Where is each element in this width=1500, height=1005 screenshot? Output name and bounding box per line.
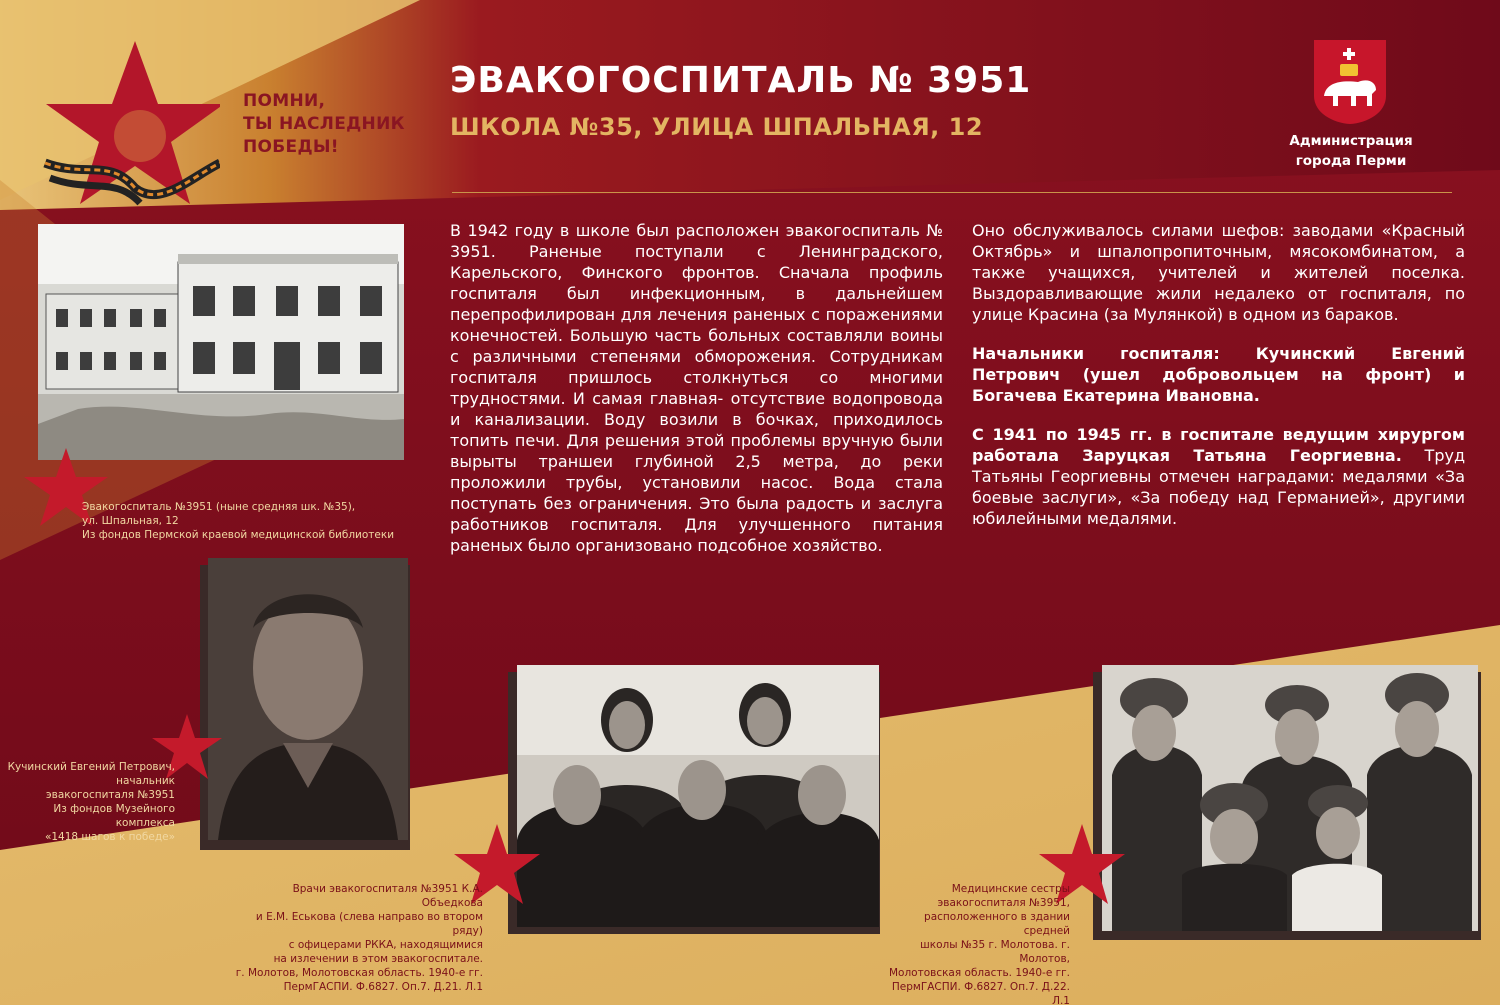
history-paragraph: В 1942 году в школе был расположен эвакогоспиталь № 3951. Раненые поступали с Ленинградского, Карельского, Финского фронтов. Сначала профиль госпиталя был инфекционным, в дальнейшем перепрофилирован для лечения раненых с поражениями конечностей. Большую часть больных составляли воины с различными степенями обморожения. Сотрудникам госпиталя пришлось столкнуться со многими трудностями. И самая главная- отсутствие водопровода и канализации. Воду возили в бочках, приходилось топить печи. Для решения этой проблемы вручную были вырыты траншеи глубиной 2,5 метра, до реки проложили трубы, установили насос. Вода стала поступать без ограничения. Это была радость и заслуга работников госпиталя. Для улучшенного питания раненых было организовано подсобное хозяйство. (450, 221, 943, 555)
caption-line: эвакогоспиталя №3951, (937, 897, 1070, 909)
soldier-profile-icon (114, 110, 166, 162)
chiefs-paragraph: Начальники госпиталя: Кучинский Евгений Петрович (ушел добровольцем на фронт) и Богачева Екатерина Ивановна. (972, 344, 1465, 405)
history-text-left (450, 220, 943, 556)
caption-line: начальник (116, 775, 175, 787)
page-subtitle: ШКОЛА №35, УЛИЦА ШПАЛЬНАЯ, 12 (450, 113, 984, 141)
caption-line: «1418 шагов к победе» (44, 831, 175, 843)
caption-line: ул. Шпальная, 12 (82, 515, 179, 527)
surgeon-awards: Труд Татьяны Георгиевны отмечен наградами: медалями «За боевые заслуги», «За победу над Германией», другими юбилейными медалями. (972, 446, 1466, 528)
caption-line: на излечении в этом эвакогоспитале. (273, 953, 483, 965)
nurses-photo-caption (880, 882, 1070, 1005)
portrait-photo (208, 558, 408, 840)
surgeon-intro: С 1941 по 1945 гг. в госпитале ведущим хирургом работала Заруцкая Татьяна Георгиевна. (972, 425, 1465, 465)
patrons-paragraph: Оно обслуживалось силами шефов: заводами «Красный Октябрь» и шпалопропиточным, мясокомбинатом, а также учащихся, учителей и жителей поселка. Выздоравливающие жили недалеко от госпиталя, по улице Красина (за Мулянкой) в одном из бараков. (972, 221, 1465, 324)
caption-line: Из фондов Музейного комплекса (53, 803, 175, 829)
building-photo-caption (82, 500, 402, 542)
doctors-group-photo (517, 665, 879, 927)
motto-line: ПОМНИ, (243, 91, 326, 111)
caption-line: эвакогоспиталя №3951 (45, 789, 175, 801)
caption-line: Эвакогоспиталь №3951 (ныне средняя шк. №35), (82, 501, 356, 513)
admin-line: города Перми (1295, 153, 1407, 169)
caption-line: Врачи эвакогоспиталя №3951 К.А. Объедкова (292, 883, 483, 909)
caption-line: г. Молотов, Молотовская область. 1940-е гг. (235, 967, 483, 979)
doctors-photo-caption (230, 882, 483, 994)
motto (243, 90, 433, 159)
caption-line: школы №35 г. Молотова. г. Молотов, (920, 939, 1070, 965)
caption-line: Медицинские сестры (951, 883, 1070, 895)
surgeon-paragraph (972, 424, 1465, 529)
admin-line: Администрация (1289, 133, 1413, 149)
caption-line: Молотовская область. 1940-е гг. (888, 967, 1070, 979)
caption-line: Из фондов Пермской краевой медицинской библиотеки (82, 529, 395, 541)
administration-label (1278, 131, 1424, 171)
caption-line: и Е.М. Еськова (слева направо во втором ряду) (255, 911, 483, 937)
motto-line: ПОБЕДЫ! (243, 137, 339, 157)
motto-line: ТЫ НАСЛЕДНИК (243, 114, 405, 134)
nurses-group-photo (1102, 665, 1478, 931)
portrait-photo-caption (0, 760, 175, 844)
caption-line: с офицерами РККА, находящимися (288, 939, 483, 951)
perm-coat-of-arms-icon (1312, 38, 1388, 126)
header-divider (452, 192, 1452, 193)
building-photo (38, 224, 404, 460)
history-text-right (972, 220, 1465, 547)
caption-line: ПермГАСПИ. Ф.6827. Оп.7. Д.22. Л.1 (891, 981, 1070, 1005)
caption-line: ПермГАСПИ. Ф.6827. Оп.7. Д.21. Л.1 (283, 981, 483, 993)
red-star-emblem (40, 38, 220, 208)
caption-line: Кучинский Евгений Петрович, (7, 761, 175, 773)
caption-line: расположенного в здании средней (924, 911, 1070, 937)
page-title: ЭВАКОГОСПИТАЛЬ № 3951 (450, 60, 1032, 101)
